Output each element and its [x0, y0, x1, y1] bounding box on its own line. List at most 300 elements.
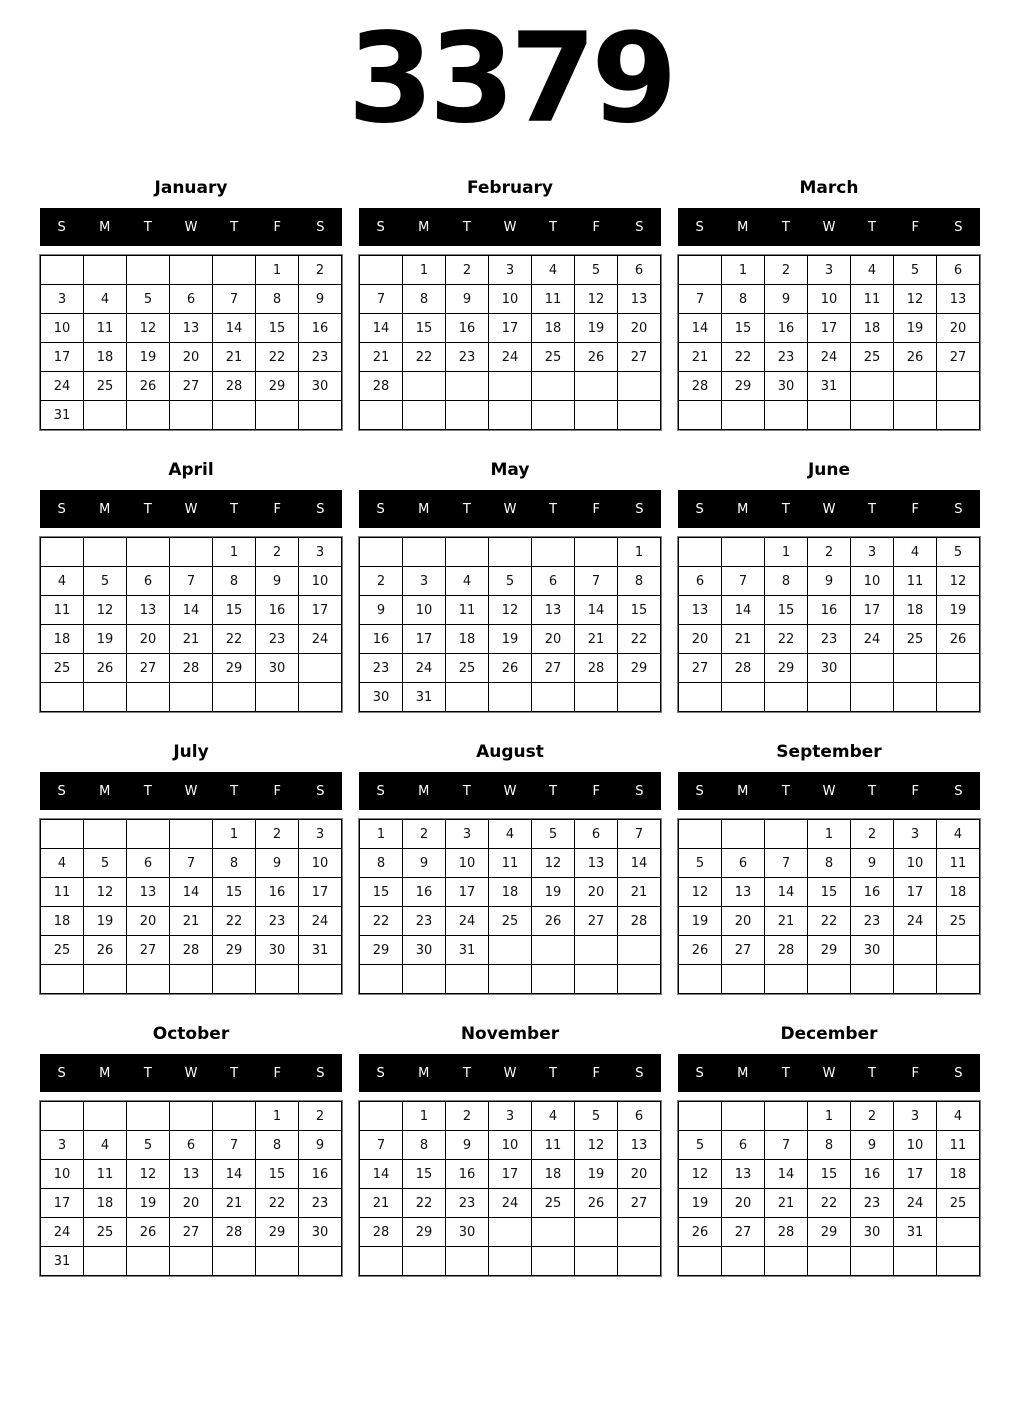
- week-row: [360, 567, 661, 596]
- day-cell: 5: [532, 820, 575, 849]
- empty-day-cell: [851, 683, 894, 712]
- day-cell: 7: [618, 820, 661, 849]
- weekday-label: S: [316, 501, 325, 517]
- weekday-label: T: [462, 1065, 471, 1081]
- weekday-label: M: [99, 783, 111, 799]
- day-cell: 11: [937, 1131, 980, 1160]
- weekday-label: T: [462, 783, 471, 799]
- day-cell: 10: [851, 567, 894, 596]
- day-cell: 16: [446, 314, 489, 343]
- empty-day-cell: [446, 372, 489, 401]
- weekday-label: T: [462, 219, 471, 235]
- day-cell: 9: [765, 285, 808, 314]
- day-cell: 26: [575, 343, 618, 372]
- day-cell: 24: [41, 372, 84, 401]
- day-cell: 6: [618, 1102, 661, 1131]
- empty-day-cell: [127, 538, 170, 567]
- day-cell: 2: [256, 538, 299, 567]
- day-cell: 3: [489, 256, 532, 285]
- weekday-label: T: [868, 1065, 877, 1081]
- day-cell: 17: [851, 596, 894, 625]
- day-cell: 18: [84, 343, 127, 372]
- empty-day-cell: [213, 401, 256, 430]
- empty-day-cell: [489, 1218, 532, 1247]
- day-cell: 30: [256, 936, 299, 965]
- day-cell: 24: [894, 1189, 937, 1218]
- day-cell: 8: [213, 567, 256, 596]
- day-cell: 16: [256, 596, 299, 625]
- day-cell: 8: [256, 285, 299, 314]
- month-grid: [678, 255, 980, 430]
- day-cell: 16: [808, 596, 851, 625]
- weekday-label: T: [868, 783, 877, 799]
- day-cell: 25: [84, 372, 127, 401]
- week-row: [679, 285, 980, 314]
- day-cell: 28: [213, 1218, 256, 1247]
- day-cell: 21: [360, 343, 403, 372]
- weekday-label: F: [592, 501, 601, 517]
- empty-day-cell: [618, 1218, 661, 1247]
- empty-day-cell: [765, 820, 808, 849]
- day-cell: 28: [765, 1218, 808, 1247]
- weekday-label: T: [781, 783, 790, 799]
- day-cell: 10: [894, 1131, 937, 1160]
- empty-day-cell: [489, 372, 532, 401]
- day-cell: 30: [360, 683, 403, 712]
- empty-day-cell: [532, 1218, 575, 1247]
- weekday-header-row: [678, 772, 980, 810]
- empty-day-cell: [403, 538, 446, 567]
- empty-day-cell: [575, 1218, 618, 1247]
- day-cell: 18: [446, 625, 489, 654]
- day-cell: 12: [127, 1160, 170, 1189]
- day-cell: 10: [299, 849, 342, 878]
- empty-day-cell: [937, 401, 980, 430]
- day-cell: 21: [360, 1189, 403, 1218]
- empty-day-cell: [41, 256, 84, 285]
- day-cell: 15: [403, 314, 446, 343]
- weekday-label: M: [737, 219, 749, 235]
- day-cell: 17: [299, 878, 342, 907]
- weekday-label: F: [911, 783, 920, 799]
- empty-day-cell: [894, 372, 937, 401]
- empty-day-cell: [84, 1247, 127, 1276]
- week-row: [41, 907, 342, 936]
- week-row: [360, 625, 661, 654]
- day-cell: 12: [84, 596, 127, 625]
- day-cell: 30: [403, 936, 446, 965]
- weekday-label: F: [592, 219, 601, 235]
- month-grid-wrap: [678, 819, 980, 994]
- empty-day-cell: [41, 538, 84, 567]
- day-cell: 26: [127, 372, 170, 401]
- month-title: June: [807, 460, 851, 481]
- week-row: [41, 849, 342, 878]
- day-cell: 30: [851, 936, 894, 965]
- empty-day-cell: [894, 683, 937, 712]
- day-cell: 26: [679, 1218, 722, 1247]
- empty-day-cell: [127, 1102, 170, 1131]
- week-row: [679, 1247, 980, 1276]
- day-cell: 4: [446, 567, 489, 596]
- empty-day-cell: [808, 965, 851, 994]
- day-cell: 24: [489, 1189, 532, 1218]
- day-cell: 19: [679, 907, 722, 936]
- month-grid-wrap: [678, 255, 980, 430]
- empty-day-cell: [618, 1247, 661, 1276]
- day-cell: 29: [808, 1218, 851, 1247]
- month-block: [359, 158, 661, 430]
- day-cell: 6: [722, 1131, 765, 1160]
- month-grid: [40, 537, 342, 712]
- month-grid-wrap: [359, 1101, 661, 1276]
- day-cell: 20: [127, 625, 170, 654]
- day-cell: 9: [360, 596, 403, 625]
- empty-day-cell: [679, 401, 722, 430]
- weekday-label: S: [635, 783, 644, 799]
- day-cell: 15: [213, 596, 256, 625]
- empty-day-cell: [722, 1247, 765, 1276]
- day-cell: 11: [532, 1131, 575, 1160]
- months-grid: [40, 158, 980, 1286]
- day-cell: 28: [213, 372, 256, 401]
- weekday-label: S: [57, 1065, 66, 1081]
- weekday-label: W: [822, 783, 836, 799]
- week-row: [360, 965, 661, 994]
- month-title: October: [152, 1024, 230, 1045]
- weekday-label: T: [549, 783, 558, 799]
- empty-day-cell: [618, 372, 661, 401]
- week-row: [41, 1218, 342, 1247]
- weekday-label: S: [316, 219, 325, 235]
- day-cell: 23: [299, 343, 342, 372]
- empty-day-cell: [446, 401, 489, 430]
- empty-day-cell: [722, 965, 765, 994]
- empty-day-cell: [765, 401, 808, 430]
- week-row: [360, 654, 661, 683]
- empty-day-cell: [360, 1102, 403, 1131]
- week-row: [41, 256, 342, 285]
- day-cell: 9: [256, 849, 299, 878]
- week-row: [679, 625, 980, 654]
- week-row: [679, 683, 980, 712]
- day-cell: 2: [446, 1102, 489, 1131]
- day-cell: 29: [722, 372, 765, 401]
- day-cell: 22: [213, 625, 256, 654]
- day-cell: 1: [403, 1102, 446, 1131]
- day-cell: 14: [722, 596, 765, 625]
- week-row: [679, 1189, 980, 1218]
- day-cell: 27: [937, 343, 980, 372]
- day-cell: 14: [765, 878, 808, 907]
- day-cell: 21: [575, 625, 618, 654]
- weekday-label: W: [822, 501, 836, 517]
- day-cell: 11: [41, 596, 84, 625]
- week-row: [41, 936, 342, 965]
- empty-day-cell: [722, 820, 765, 849]
- day-cell: 29: [765, 654, 808, 683]
- day-cell: 9: [851, 849, 894, 878]
- week-row: [360, 1160, 661, 1189]
- day-cell: 15: [765, 596, 808, 625]
- day-cell: 16: [851, 1160, 894, 1189]
- empty-day-cell: [532, 965, 575, 994]
- day-cell: 11: [84, 1160, 127, 1189]
- weekday-header-row: [40, 772, 342, 810]
- day-cell: 29: [213, 654, 256, 683]
- weekday-header-row: [678, 208, 980, 246]
- empty-day-cell: [532, 401, 575, 430]
- month-title: February: [466, 178, 554, 199]
- week-row: [360, 343, 661, 372]
- day-cell: 19: [127, 1189, 170, 1218]
- day-cell: 1: [403, 256, 446, 285]
- month-grid: [40, 819, 342, 994]
- week-row: [41, 343, 342, 372]
- month-block: [40, 440, 342, 712]
- weekday-label: S: [954, 219, 963, 235]
- day-cell: 23: [360, 654, 403, 683]
- weekday-label: F: [911, 501, 920, 517]
- day-cell: 1: [256, 256, 299, 285]
- day-cell: 7: [360, 285, 403, 314]
- week-row: [41, 1247, 342, 1276]
- week-row: [679, 965, 980, 994]
- month-block: [359, 440, 661, 712]
- day-cell: 22: [213, 907, 256, 936]
- month-block: [359, 1004, 661, 1276]
- week-row: [679, 820, 980, 849]
- day-cell: 30: [299, 1218, 342, 1247]
- weekday-label: F: [273, 219, 282, 235]
- day-cell: 11: [446, 596, 489, 625]
- day-cell: 26: [679, 936, 722, 965]
- weekday-header-row: [40, 1054, 342, 1092]
- weekday-label: T: [549, 501, 558, 517]
- empty-day-cell: [851, 1247, 894, 1276]
- empty-day-cell: [403, 1247, 446, 1276]
- day-cell: 31: [41, 401, 84, 430]
- weekday-header-row: [678, 490, 980, 528]
- day-cell: 6: [532, 567, 575, 596]
- day-cell: 11: [937, 849, 980, 878]
- month-title: January: [154, 178, 228, 199]
- day-cell: 22: [256, 343, 299, 372]
- weekday-label: S: [57, 219, 66, 235]
- day-cell: 26: [127, 1218, 170, 1247]
- day-cell: 14: [575, 596, 618, 625]
- month-grid-wrap: [40, 1101, 342, 1276]
- weekday-label: W: [184, 501, 198, 517]
- empty-day-cell: [532, 683, 575, 712]
- empty-day-cell: [851, 401, 894, 430]
- empty-day-cell: [679, 683, 722, 712]
- empty-day-cell: [722, 538, 765, 567]
- month-title: April: [168, 460, 214, 481]
- day-cell: 17: [41, 1189, 84, 1218]
- day-cell: 9: [851, 1131, 894, 1160]
- day-cell: 19: [84, 907, 127, 936]
- empty-day-cell: [360, 1247, 403, 1276]
- week-row: [41, 878, 342, 907]
- week-row: [41, 683, 342, 712]
- day-cell: 29: [618, 654, 661, 683]
- day-cell: 13: [722, 1160, 765, 1189]
- day-cell: 25: [937, 907, 980, 936]
- weekday-label: T: [143, 1065, 152, 1081]
- day-cell: 18: [894, 596, 937, 625]
- day-cell: 1: [256, 1102, 299, 1131]
- day-cell: 27: [532, 654, 575, 683]
- weekday-label: S: [376, 783, 385, 799]
- day-cell: 16: [851, 878, 894, 907]
- empty-day-cell: [808, 683, 851, 712]
- day-cell: 27: [618, 1189, 661, 1218]
- empty-day-cell: [489, 401, 532, 430]
- weekday-header-row: [359, 490, 661, 528]
- day-cell: 31: [894, 1218, 937, 1247]
- day-cell: 5: [575, 1102, 618, 1131]
- week-row: [360, 936, 661, 965]
- day-cell: 23: [851, 907, 894, 936]
- day-cell: 14: [213, 1160, 256, 1189]
- day-cell: 17: [894, 878, 937, 907]
- week-row: [679, 1131, 980, 1160]
- day-cell: 18: [489, 878, 532, 907]
- weekday-label: S: [316, 1065, 325, 1081]
- day-cell: 18: [851, 314, 894, 343]
- day-cell: 8: [808, 849, 851, 878]
- empty-day-cell: [489, 936, 532, 965]
- day-cell: 2: [256, 820, 299, 849]
- day-cell: 25: [532, 1189, 575, 1218]
- day-cell: 25: [41, 654, 84, 683]
- day-cell: 20: [722, 1189, 765, 1218]
- day-cell: 10: [489, 1131, 532, 1160]
- day-cell: 19: [894, 314, 937, 343]
- day-cell: 5: [84, 849, 127, 878]
- day-cell: 27: [170, 372, 213, 401]
- empty-day-cell: [575, 372, 618, 401]
- week-row: [360, 538, 661, 567]
- empty-day-cell: [765, 683, 808, 712]
- day-cell: 8: [618, 567, 661, 596]
- week-row: [679, 256, 980, 285]
- day-cell: 4: [84, 285, 127, 314]
- day-cell: 3: [446, 820, 489, 849]
- empty-day-cell: [41, 1102, 84, 1131]
- day-cell: 28: [170, 936, 213, 965]
- day-cell: 9: [299, 285, 342, 314]
- month-grid: [678, 1101, 980, 1276]
- empty-day-cell: [851, 965, 894, 994]
- day-cell: 28: [360, 372, 403, 401]
- day-cell: 27: [618, 343, 661, 372]
- empty-day-cell: [446, 683, 489, 712]
- day-cell: 5: [679, 1131, 722, 1160]
- empty-day-cell: [170, 965, 213, 994]
- day-cell: 30: [808, 654, 851, 683]
- day-cell: 13: [618, 1131, 661, 1160]
- day-cell: 22: [722, 343, 765, 372]
- day-cell: 12: [532, 849, 575, 878]
- empty-day-cell: [532, 538, 575, 567]
- day-cell: 13: [575, 849, 618, 878]
- weekday-label: T: [143, 501, 152, 517]
- empty-day-cell: [489, 538, 532, 567]
- day-cell: 4: [489, 820, 532, 849]
- empty-day-cell: [679, 1102, 722, 1131]
- day-cell: 29: [256, 1218, 299, 1247]
- empty-day-cell: [213, 256, 256, 285]
- week-row: [360, 256, 661, 285]
- day-cell: 10: [489, 285, 532, 314]
- day-cell: 18: [84, 1189, 127, 1218]
- weekday-label: S: [376, 1065, 385, 1081]
- day-cell: 21: [213, 1189, 256, 1218]
- day-cell: 7: [679, 285, 722, 314]
- empty-day-cell: [84, 965, 127, 994]
- week-row: [679, 849, 980, 878]
- empty-day-cell: [299, 1247, 342, 1276]
- empty-day-cell: [360, 538, 403, 567]
- weekday-label: M: [99, 501, 111, 517]
- day-cell: 1: [360, 820, 403, 849]
- month-grid: [359, 1101, 661, 1276]
- week-row: [360, 1189, 661, 1218]
- month-grid: [359, 537, 661, 712]
- weekday-label: S: [635, 219, 644, 235]
- day-cell: 22: [256, 1189, 299, 1218]
- day-cell: 4: [41, 849, 84, 878]
- empty-day-cell: [532, 1247, 575, 1276]
- weekday-header-row: [359, 772, 661, 810]
- day-cell: 6: [937, 256, 980, 285]
- empty-day-cell: [808, 1247, 851, 1276]
- day-cell: 3: [894, 1102, 937, 1131]
- day-cell: 28: [679, 372, 722, 401]
- day-cell: 18: [532, 1160, 575, 1189]
- week-row: [679, 401, 980, 430]
- empty-day-cell: [765, 965, 808, 994]
- empty-day-cell: [618, 401, 661, 430]
- month-grid-wrap: [678, 537, 980, 712]
- week-row: [360, 1247, 661, 1276]
- weekday-label: M: [418, 1065, 430, 1081]
- day-cell: 10: [403, 596, 446, 625]
- day-cell: 25: [84, 1218, 127, 1247]
- empty-day-cell: [299, 965, 342, 994]
- weekday-label: F: [273, 501, 282, 517]
- day-cell: 10: [808, 285, 851, 314]
- month-title: May: [490, 460, 530, 481]
- day-cell: 8: [722, 285, 765, 314]
- day-cell: 25: [851, 343, 894, 372]
- empty-day-cell: [256, 1247, 299, 1276]
- weekday-label: W: [503, 783, 517, 799]
- day-cell: 20: [170, 343, 213, 372]
- month-grid: [678, 537, 980, 712]
- day-cell: 7: [213, 1131, 256, 1160]
- weekday-label: M: [737, 1065, 749, 1081]
- day-cell: 15: [403, 1160, 446, 1189]
- day-cell: 9: [256, 567, 299, 596]
- day-cell: 23: [765, 343, 808, 372]
- month-grid: [40, 1101, 342, 1276]
- day-cell: 19: [489, 625, 532, 654]
- day-cell: 20: [937, 314, 980, 343]
- day-cell: 8: [403, 1131, 446, 1160]
